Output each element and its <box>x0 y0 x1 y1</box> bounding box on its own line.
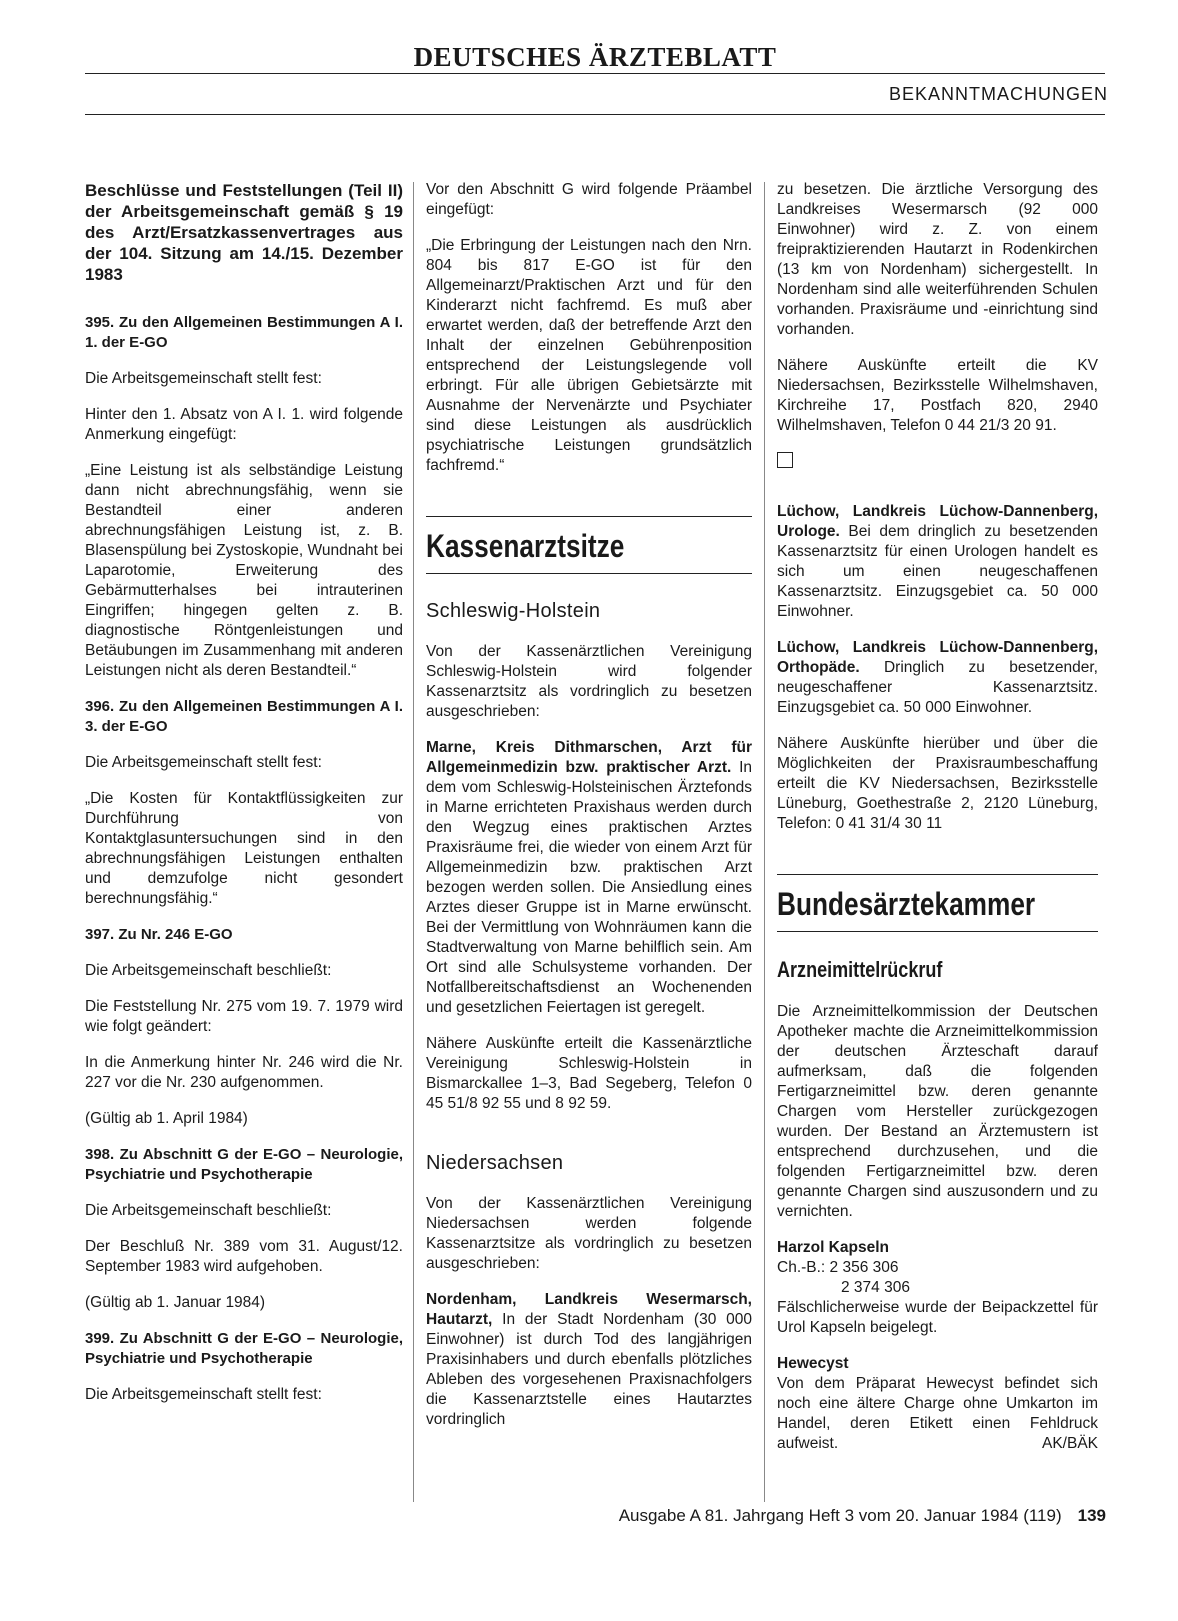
paragraph: Die Arbeitsgemeinschaft beschließt: <box>85 1202 332 1219</box>
product-heading: Hewecyst <box>777 1355 849 1372</box>
paragraph: (Gültig ab 1. April 1984) <box>85 1110 248 1127</box>
paragraph: Fälschlicherweise wurde der Beipackzettel für Urol Kapseln beigelegt. <box>777 1299 1098 1336</box>
heading-rule <box>777 931 1098 932</box>
paragraph <box>777 638 1098 718</box>
section-heading: 396. Zu den Allgemeinen Bestimmungen A I. 3. der E-GO <box>85 698 403 735</box>
section-heading: 397. Zu Nr. 246 E-GO <box>85 926 233 943</box>
page-footer <box>619 1506 1106 1526</box>
end-mark-box <box>777 452 793 468</box>
batch-line: Ch.-B.: 2 356 306 <box>777 1259 899 1276</box>
paragraph: Nähere Auskünfte erteilt die KV Niedersachsen, Bezirksstelle Wilhelmshaven, Kirchreihe 17, Postfach 820, 2940 Wilhelmshaven, Telefon 0 44 21/3 20 91. <box>777 357 1098 434</box>
subheading-arzneimittelrueckruf: Arzneimittelrückruf <box>777 957 943 982</box>
paragraph: „Eine Leistung ist als selbständige Leistung dann nicht abrechnungsfähig, wenn sie Bestandteil einer anderen abrechnungsfähigen Leistung ist, z. B. Blasenspülung bei Zystoskopie, Wundnaht bei Laparotomie, Erweiterung des Gebärmutterhalses bei intrauterinen Eingriffen; hingegen gelten z. B. diagnostische Röntgenleistungen und Betäubungen im Zusammenhang mit anderen Leistungen nicht als deren Bestandteil.“ <box>85 462 403 679</box>
bold-lead: Lüchow, Landkreis Lüchow-Dannenberg, Urologe. <box>777 503 1098 540</box>
page-number: 139 <box>1077 1506 1106 1525</box>
paragraph-text: Bei dem dringlich zu besetzenden Kassenarztsitz für einen Urologen handelt es sich um einen neugeschaffenen Kassenarztsitz. Einzugsgebiet ca. 50 000 Einwohner. <box>777 523 1098 620</box>
heading-kassenarztsitze: Kassenarztsitze <box>426 528 625 564</box>
paragraph: „Die Erbringung der Leistungen nach den Nrn. 804 bis 817 E-GO ist für den Allgemeinarzt/Praktischen Arzt und für den Kinderarzt nicht fachfremd. Es muß aber erwartet werden, daß der betreffende Arzt den Inhalt der einzelnen Gebührenposition entsprechend der Leistungslegende voll erbringt. Für alle übrigen Gebietsärzte mit Ausnahme der Nervenärzte und Psychiater sind diese Leistungen als ausdrücklich psychiatrische Leistungen grundsätzlich fachfremd.“ <box>426 237 752 474</box>
paragraph: Von der Kassenärztlichen Vereinigung Schleswig-Holstein wird folgender Kassenarztsitz als vordringlich zu besetzen ausgeschrieben: <box>426 643 752 720</box>
column-3 <box>777 180 1098 1454</box>
subheading-schleswig-holstein: Schleswig-Holstein <box>426 600 601 622</box>
paragraph-text: In der Stadt Nordenham (30 000 Einwohner) ist durch Tod des langjährigen Praxisinhabers und durch ebenfalls plötzliches Ableben des vorgesehenen Praxisnachfolgers die Kassenarztstelle eines Hautarztes vordringlich <box>426 1311 752 1428</box>
paragraph: Der Beschluß Nr. 389 vom 31. August/12. September 1983 wird aufgehoben. <box>85 1238 403 1275</box>
bold-lead: Nordenham, Landkreis Wesermarsch, Hautarzt, <box>426 1291 752 1328</box>
product-heading: Harzol Kapseln <box>777 1239 889 1256</box>
section-heading: 399. Zu Abschnitt G der E-GO – Neurologie, Psychiatrie und Psychotherapie <box>85 1330 403 1367</box>
paragraph: zu besetzen. Die ärztliche Versorgung des Landkreises Wesermarsch (92 000 Einwohner) wird z. Z. von einem freipraktizierenden Hautarzt in Rodenkirchen (13 km von Nordenham) sichergestellt. In Nordenham sind alle weiterführenden Schulen vorhanden. Praxisräume und -einrichtung sind vorhanden. <box>777 181 1098 338</box>
header-rule-bottom <box>85 114 1105 115</box>
paragraph: (Gültig ab 1. Januar 1984) <box>85 1294 266 1311</box>
masthead: DEUTSCHES ÄRZTEBLATT <box>413 42 777 72</box>
paragraph: Vor den Abschnitt G wird folgende Präambel eingefügt: <box>426 181 752 218</box>
heading-bundesaerztekammer: Bundesärztekammer <box>777 886 1036 922</box>
paragraph: In die Anmerkung hinter Nr. 246 wird die Nr. 227 vor die Nr. 230 aufgenommen. <box>85 1054 403 1091</box>
section-label: BEKANNTMACHUNGEN <box>888 84 1108 104</box>
paragraph: Die Arbeitsgemeinschaft stellt fest: <box>85 1386 322 1403</box>
heading-rule <box>426 516 752 517</box>
heading-rule <box>426 573 752 574</box>
batch-line: 2 374 306 <box>841 1279 910 1296</box>
paragraph-text: In dem vom Schleswig-Holsteinischen Ärztefonds in Marne errichteten Praxishaus werden durch den Wegzug eines praktischen Arztes Praxisräume frei, die wieder von einem Arzt für Allgemeinmedizin bzw. praktischen Arzt bezogen werden sollen. Die Ansiedlung eines Arztes dieser Gruppe ist in Marne erwünscht. Bei der Vermittlung von Wohnräumen kann die Stadtverwaltung von Marne behilflich sein. Am Ort sind alle Schulsysteme vorhanden. Der Notfallbereitschaftsdienst an Wochenenden und gesetzlichen Feiertagen ist geregelt. <box>426 759 752 1016</box>
column-divider <box>764 182 765 1502</box>
paragraph: Die Feststellung Nr. 275 vom 19. 7. 1979 wird wie folgt geändert: <box>85 998 403 1035</box>
column-1 <box>85 180 403 1421</box>
paragraph: Die Arbeitsgemeinschaft stellt fest: <box>85 370 322 387</box>
issue-info: Ausgabe A 81. Jahrgang Heft 3 vom 20. Januar 1984 (119) <box>618 1506 1062 1525</box>
paragraph <box>426 1290 752 1430</box>
subheading-niedersachsen: Niedersachsen <box>426 1152 564 1174</box>
bold-lead: Marne, Kreis Dithmarschen, Arzt für Allgemeinmedizin bzw. praktischer Arzt. <box>426 739 752 776</box>
column-divider <box>413 182 414 1502</box>
paragraph: Die Arbeitsgemeinschaft stellt fest: <box>85 754 322 771</box>
section-heading: 395. Zu den Allgemeinen Bestimmungen A I. 1. der E-GO <box>85 314 403 351</box>
paragraph <box>777 502 1098 622</box>
header-rule <box>85 73 1105 74</box>
paragraph: Nähere Auskünfte erteilt die Kassenärztliche Vereinigung Schleswig-Holstein in Bismarckallee 1–3, Bad Segeberg, Telefon 0 45 51/8 92 55 und 8 92 59. <box>426 1035 752 1112</box>
paragraph <box>426 738 752 1018</box>
column-2 <box>426 180 752 1446</box>
paragraph: Von dem Präparat Hewecyst befindet sich noch eine ältere Charge ohne Umkarton im Handel, deren Etikett einen Fehldruck aufweist. <box>777 1375 1098 1452</box>
heading-rule <box>777 874 1098 875</box>
paragraph-text: Dringlich zu besetzender, neugeschaffener Kassenarztsitz. Einzugsgebiet ca. 50 000 Einwohner. <box>777 659 1098 716</box>
article-title: Beschlüsse und Feststellungen (Teil II) der Arbeitsgemeinschaft gemäß § 19 des Arzt/Ersatzkassenvertrages aus der 104. Sitzung am 14./15. Dezember 1983 <box>85 181 403 284</box>
paragraph: Die Arzneimittelkommission der Deutschen Apotheker machte die Arzneimittelkommission der deutschen Ärzteschaft darauf aufmerksam, daß die folgenden Fertigarzneimittel bzw. deren genannte Chargen vom Hersteller zurückgezogen wurden. Der Bestand an Ärztemustern ist entsprechend durchzusehen, und die folgenden Fertigarzneimittel bzw. deren genannte Chargen sind auszusondern und zu vernichten. <box>777 1003 1098 1220</box>
paragraph: Hinter den 1. Absatz von A I. 1. wird folgende Anmerkung eingefügt: <box>85 406 403 443</box>
bold-lead: Lüchow, Landkreis Lüchow-Dannenberg, Orthopäde. <box>777 639 1098 676</box>
paragraph: Nähere Auskünfte hierüber und über die Möglichkeiten der Praxisraumbeschaffung erteilt die KV Niedersachsen, Bezirksstelle Lüneburg, Goethestraße 2, 2120 Lüneburg, Telefon: 0 41 31/4 30 11 <box>777 735 1098 832</box>
paragraph: „Die Kosten für Kontaktflüssigkeiten zur Durchführung von Kontaktglasuntersuchungen sind in den abrechnungsfähigen Leistungen enthalten und demzufolge nicht gesondert berechnungsfähig.“ <box>85 790 403 907</box>
section-heading: 398. Zu Abschnitt G der E-GO – Neurologie, Psychiatrie und Psychotherapie <box>85 1146 403 1183</box>
paragraph: Von der Kassenärztlichen Vereinigung Niedersachsen werden folgende Kassenarztsitze als vordringlich zu besetzen ausgeschrieben: <box>426 1195 752 1272</box>
signature: AK/BÄK <box>1042 1435 1098 1452</box>
paragraph: Die Arbeitsgemeinschaft beschließt: <box>85 962 332 979</box>
